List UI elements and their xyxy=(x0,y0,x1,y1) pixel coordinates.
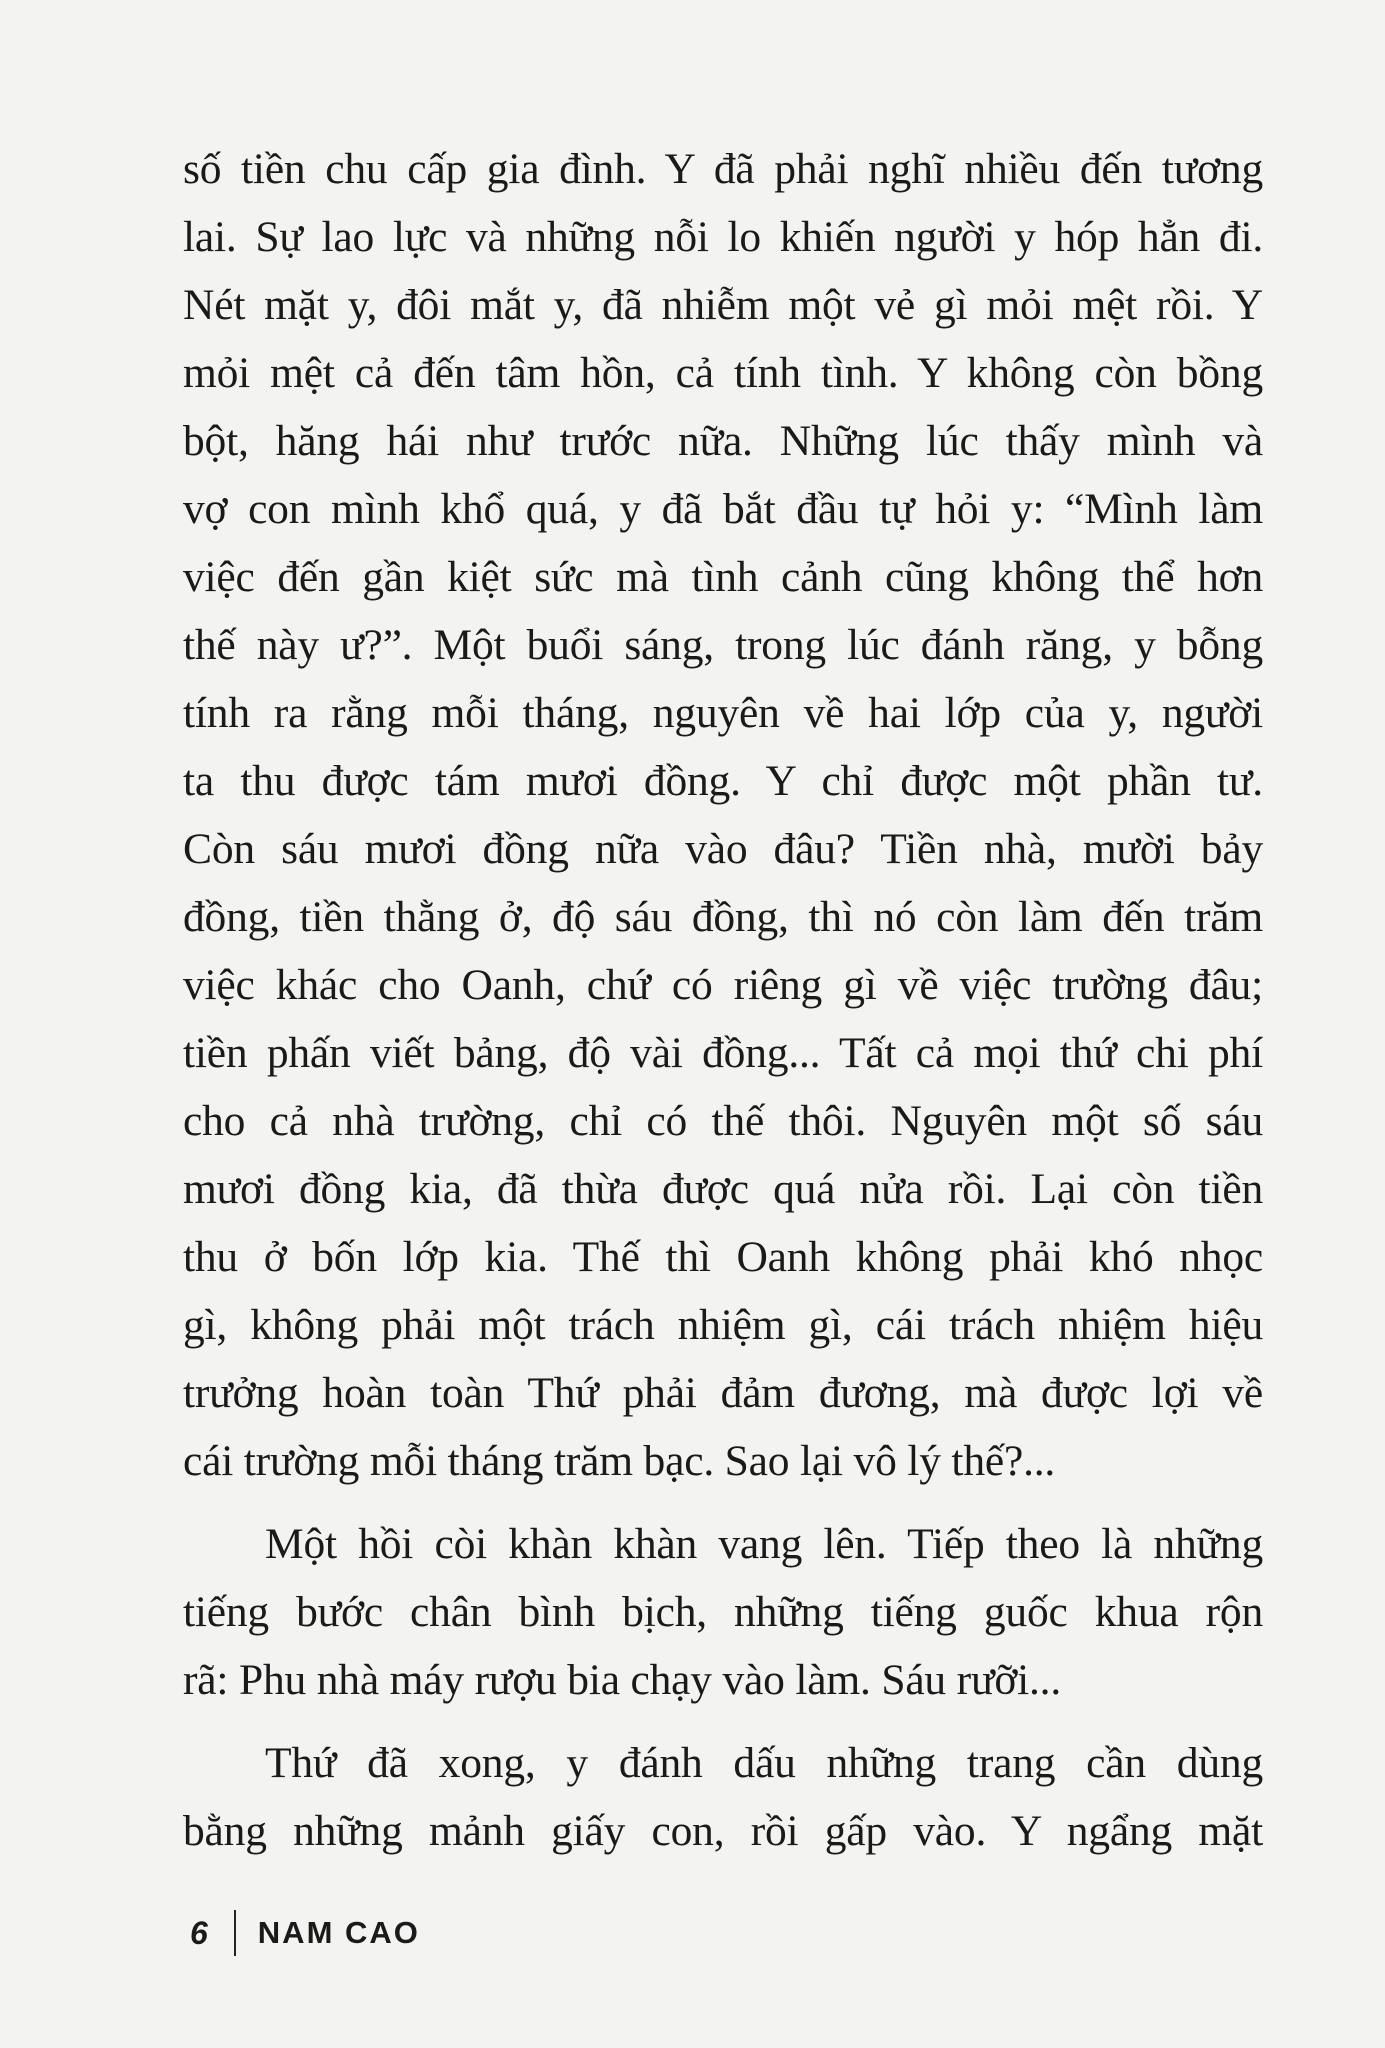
text-line: tính ra rằng mỗi tháng, nguyên về hai lớp của y, người xyxy=(183,689,1263,737)
text-line: cái trường mỗi tháng trăm bạc. Sao lại vô lý thế?... xyxy=(183,1437,1056,1485)
text-line: Còn sáu mươi đồng nữa vào đâu? Tiền nhà, mười bảy xyxy=(183,825,1263,873)
text-line: lai. Sự lao lực và những nỗi lo khiến người y hóp hẳn đi. xyxy=(183,213,1263,261)
text-line: việc khác cho Oanh, chứ có riêng gì về việc trường đâu; xyxy=(183,961,1263,1009)
text-line: ta thu được tám mươi đồng. Y chỉ được một phần tư. xyxy=(183,757,1263,805)
paragraph-spacer xyxy=(183,1495,1263,1510)
footer-divider xyxy=(234,1910,236,1956)
text-line: tiền phấn viết bảng, độ vài đồng... Tất cả mọi thứ chi phí xyxy=(183,1029,1263,1077)
text-line: tiếng bước chân bình bịch, những tiếng guốc khua rộn xyxy=(183,1588,1263,1636)
text-line: đồng, tiền thằng ở, độ sáu đồng, thì nó còn làm đến trăm xyxy=(183,893,1263,941)
text-line: mươi đồng kia, đã thừa được quá nửa rồi. Lại còn tiền xyxy=(183,1165,1263,1213)
text-line: thế này ư?”. Một buổi sáng, trong lúc đánh răng, y bỗng xyxy=(183,621,1263,669)
text-line: thu ở bốn lớp kia. Thế thì Oanh không phải khó nhọc xyxy=(183,1233,1263,1281)
paragraph-2 xyxy=(183,1510,1263,1714)
text-line: mỏi mệt cả đến tâm hồn, cả tính tình. Y không còn bồng xyxy=(183,349,1263,397)
paragraph-spacer xyxy=(183,1714,1263,1729)
text-line: bột, hăng hái như trước nữa. Những lúc thấy mình và xyxy=(183,417,1263,465)
text-line: cho cả nhà trường, chỉ có thế thôi. Nguyên một số sáu xyxy=(183,1097,1263,1145)
text-line: gì, không phải một trách nhiệm gì, cái trách nhiệm hiệu xyxy=(183,1301,1263,1349)
text-line: số tiền chu cấp gia đình. Y đã phải nghĩ nhiều đến tương xyxy=(183,145,1263,193)
text-line: Nét mặt y, đôi mắt y, đã nhiễm một vẻ gì mỏi mệt rồi. Y xyxy=(183,281,1263,329)
text-line: trưởng hoàn toàn Thứ phải đảm đương, mà được lợi về xyxy=(183,1369,1263,1417)
page-footer xyxy=(190,1908,420,1958)
text-line: Một hồi còi khàn khàn vang lên. Tiếp theo là những xyxy=(265,1520,1263,1568)
page-number: 6 xyxy=(190,1914,208,1951)
text-line: vợ con mình khổ quá, y đã bắt đầu tự hỏi y: “Mình làm xyxy=(183,485,1263,533)
paragraph-1 xyxy=(183,135,1263,1495)
body-text xyxy=(183,135,1263,1865)
text-line: Thứ đã xong, y đánh dấu những trang cần dùng xyxy=(265,1739,1263,1787)
text-line: bằng những mảnh giấy con, rồi gấp vào. Y ngẩng mặt xyxy=(183,1807,1263,1855)
author-name: NAM CAO xyxy=(257,1915,420,1950)
text-line: việc đến gần kiệt sức mà tình cảnh cũng không thể hơn xyxy=(183,553,1263,601)
text-line: rã: Phu nhà máy rượu bia chạy vào làm. Sáu rưỡi... xyxy=(183,1656,1062,1704)
paragraph-3 xyxy=(183,1729,1263,1865)
